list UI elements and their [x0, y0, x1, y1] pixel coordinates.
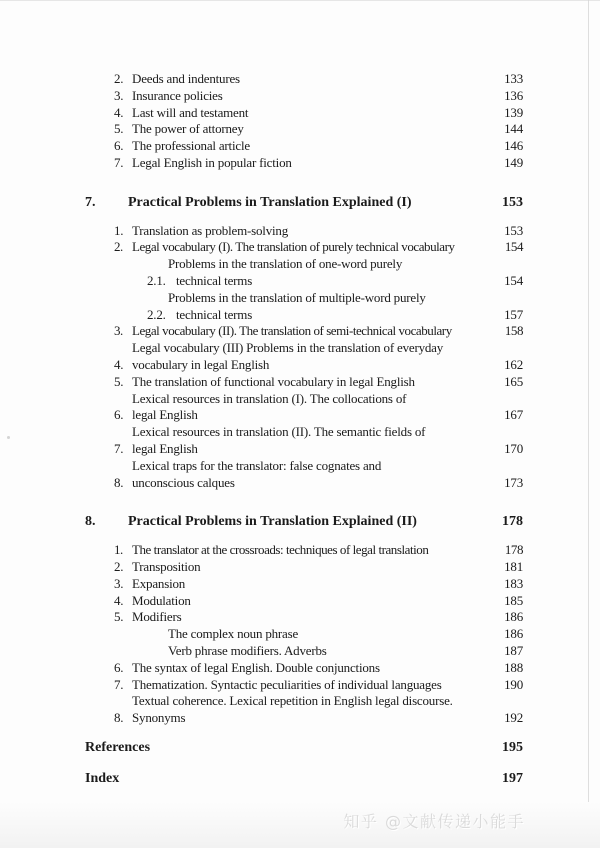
- entry-number: 2.: [114, 71, 124, 86]
- entry-number: 5.: [114, 609, 124, 625]
- entry-title: Verb phrase modifiers. Adverbs: [168, 642, 327, 658]
- toc-subentry: [147, 290, 523, 324]
- entry-number: 4.: [114, 592, 124, 608]
- entry-page: 181: [504, 558, 523, 574]
- entry-title: Legal English in popular fiction: [132, 154, 292, 170]
- entry-number: 3.: [114, 323, 123, 339]
- entry-page: 186: [504, 626, 523, 642]
- entry-page: 195: [502, 740, 523, 756]
- entry-page: 190: [504, 676, 523, 692]
- chapter-page: 153: [502, 194, 523, 210]
- entry-title: Lexical resources in translation (I). The collocations of legal English: [132, 390, 407, 423]
- entry-page: 133: [504, 71, 523, 86]
- entry-page: 188: [504, 659, 523, 675]
- entry-page: 187: [504, 642, 523, 658]
- entry-number: 5.: [114, 373, 124, 389]
- zhihu-watermark: 知乎 @文献传递小能手: [343, 812, 525, 831]
- entry-number: 6.: [114, 138, 124, 154]
- toc-entry: [114, 88, 523, 105]
- entry-number: 8.: [114, 474, 124, 490]
- scan-speck: [7, 436, 10, 439]
- toc-entry: [114, 593, 523, 610]
- chapter-number: 7.: [85, 194, 96, 210]
- entry-page: 154: [504, 272, 523, 288]
- entry-number: 3.: [114, 575, 124, 591]
- toc-entry: [114, 576, 523, 593]
- entry-page: 158: [504, 323, 523, 339]
- toc-entry: [114, 609, 523, 626]
- toc-entry: [114, 340, 523, 374]
- entry-title: The professional article: [132, 138, 250, 154]
- entry-number: 7.: [114, 440, 124, 456]
- entry-page: 146: [504, 138, 523, 154]
- entry-number: 2.1.: [147, 272, 166, 288]
- toc-entry: [114, 71, 523, 88]
- entry-page: 136: [504, 87, 523, 103]
- entry-page: 144: [504, 121, 523, 137]
- entry-page: 165: [504, 373, 523, 389]
- entry-page: 192: [504, 710, 523, 726]
- toc-entry: [114, 693, 523, 727]
- entry-page: 149: [504, 154, 523, 170]
- toc-entry: [114, 105, 523, 122]
- entry-page: 197: [502, 770, 523, 786]
- entry-number: 3.: [114, 87, 124, 103]
- entry-page: 154: [504, 239, 523, 255]
- entry-title: Problems in the translation of multiple-word purely technical terms: [168, 289, 426, 322]
- entry-number: 7.: [114, 154, 124, 170]
- toc-entry: [114, 542, 523, 559]
- entry-number: 1.: [114, 222, 124, 238]
- toc-entry: [114, 374, 523, 391]
- entry-number: 6.: [114, 659, 124, 675]
- entry-number: 2.: [114, 558, 124, 574]
- entry-title: The complex noun phrase: [168, 626, 299, 642]
- entry-page: 183: [504, 575, 523, 591]
- scan-top-edge: [0, 0, 600, 1]
- entry-number: 2.2.: [147, 306, 166, 322]
- entry-page: 173: [504, 474, 523, 490]
- entry-title: Deeds and indentures: [132, 71, 240, 86]
- entry-title: Thematization. Syntactic peculiarities of individual languages: [132, 676, 442, 692]
- entry-page: 157: [504, 306, 523, 322]
- backmatter-entry: [85, 771, 523, 788]
- entry-title: References: [85, 740, 151, 756]
- chapter-number: 8.: [85, 514, 96, 530]
- entry-page: 139: [504, 104, 523, 120]
- entry-page: 167: [504, 407, 523, 423]
- toc-entry: [114, 677, 523, 694]
- entry-title: Index: [85, 770, 120, 786]
- entry-title: Modifiers: [132, 609, 182, 625]
- toc-unnumbered-entry: [168, 643, 523, 660]
- chapter-title: Practical Problems in Translation Explained (I): [128, 194, 412, 210]
- scan-page-edge: [588, 0, 589, 848]
- chapter-heading: [85, 195, 523, 212]
- entry-number: 4.: [114, 104, 124, 120]
- entry-title: The syntax of legal English. Double conjunctions: [132, 659, 380, 675]
- toc-entry: [114, 660, 523, 677]
- entry-number: 2.: [114, 239, 123, 255]
- entry-title: The translation of functional vocabulary in legal English: [132, 373, 415, 389]
- entry-page: 178: [504, 542, 523, 558]
- entry-title: The translator at the crossroads: techniques of legal translation: [132, 542, 429, 558]
- entry-title: Textual coherence. Lexical repetition in English legal discourse. Synonyms: [132, 693, 453, 726]
- entry-title: Problems in the translation of one-word purely technical terms: [168, 256, 403, 288]
- entry-title: Modulation: [132, 592, 191, 608]
- entry-title: Legal vocabulary (III) Problems in the translation of everyday vocabulary in legal English: [132, 340, 444, 372]
- entry-number: 4.: [114, 356, 124, 372]
- toc-entry: [114, 121, 523, 138]
- toc-entry: [114, 155, 523, 172]
- entry-page: 185: [504, 592, 523, 608]
- toc-entry: [114, 391, 523, 425]
- entry-number: 5.: [114, 121, 124, 137]
- toc-entry: [114, 323, 523, 340]
- toc-entry: [114, 424, 523, 458]
- toc-entry: [114, 138, 523, 155]
- toc-entry: [114, 559, 523, 576]
- entry-page: 170: [504, 440, 523, 456]
- toc-entry: [114, 223, 523, 240]
- toc-entry: [114, 239, 523, 256]
- chapter-page: 178: [502, 514, 523, 530]
- entry-title: Legal vocabulary (I). The translation of purely technical vocabulary: [132, 239, 455, 255]
- entry-page: 186: [504, 609, 523, 625]
- entry-title: Transposition: [132, 558, 201, 574]
- entry-title: Expansion: [132, 575, 186, 591]
- entry-page: 153: [504, 222, 523, 238]
- toc-unnumbered-entry: [168, 626, 523, 643]
- chapter-title: Practical Problems in Translation Explained (II): [128, 514, 417, 530]
- table-of-contents: [85, 71, 523, 787]
- entry-title: The power of attorney: [132, 121, 244, 137]
- entry-number: 8.: [114, 710, 124, 726]
- entry-title: Lexical resources in translation (II). The semantic fields of legal English: [132, 424, 426, 456]
- toc-subentry: [147, 256, 523, 290]
- entry-title: Insurance policies: [132, 87, 223, 103]
- entry-page: 162: [504, 356, 523, 372]
- entry-number: 1.: [114, 542, 123, 558]
- toc-entry: [114, 458, 523, 492]
- entry-title: Translation as problem-solving: [132, 222, 289, 238]
- entry-title: Lexical traps for the translator: false cognates and unconscious calques: [132, 457, 382, 490]
- entry-number: 6.: [114, 407, 124, 423]
- entry-number: 7.: [114, 676, 124, 692]
- chapter-heading: [85, 514, 523, 531]
- backmatter-entry: [85, 740, 523, 757]
- entry-title: Legal vocabulary (II). The translation of semi-technical vocabulary: [132, 323, 452, 339]
- entry-title: Last will and testament: [132, 104, 249, 120]
